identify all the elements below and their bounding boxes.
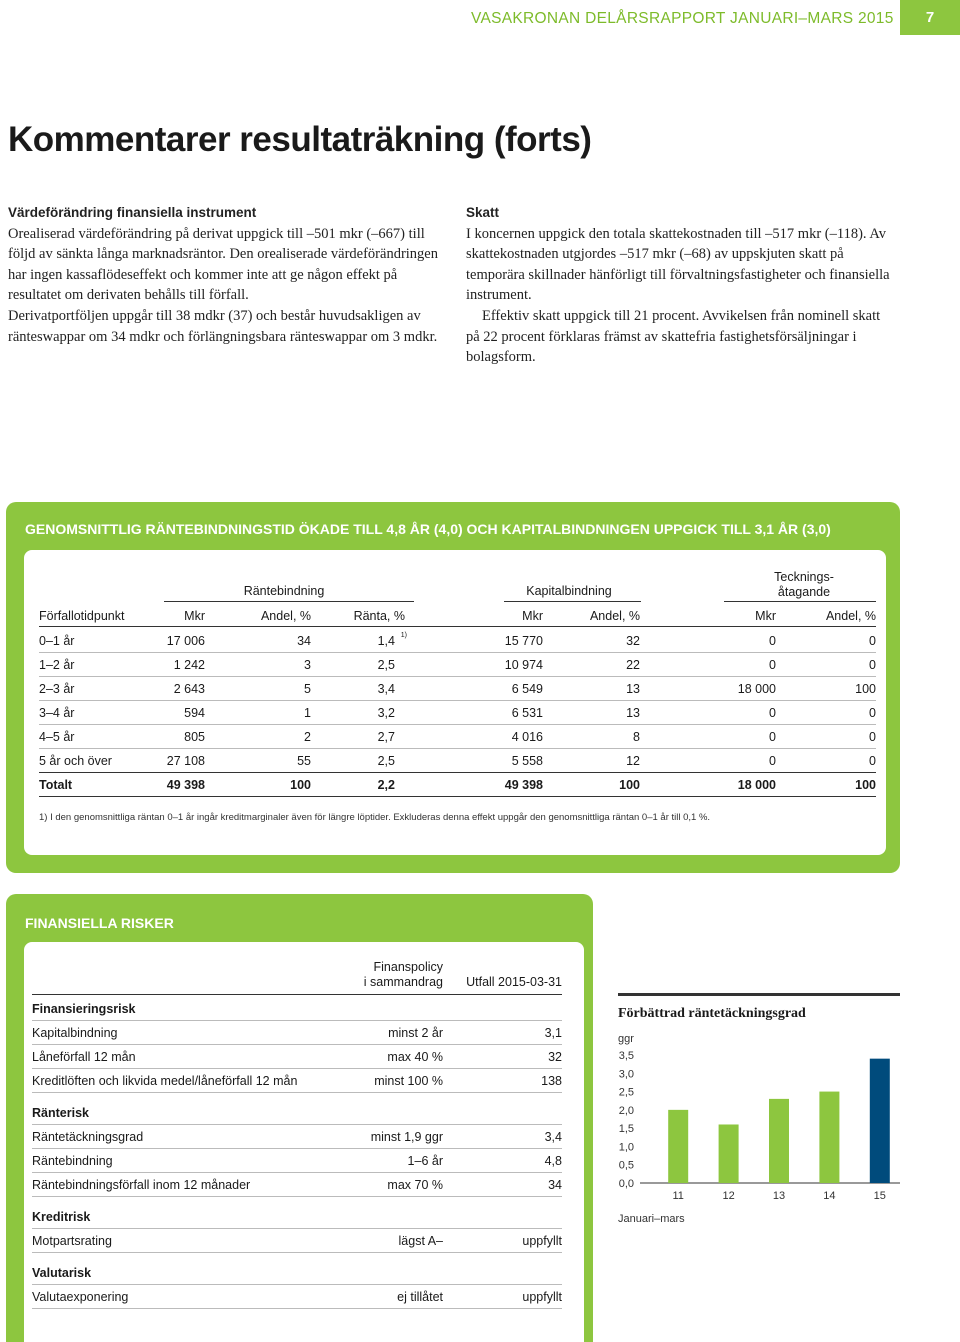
table-cell: 6 531	[511, 706, 543, 720]
table-cell: 0	[769, 634, 776, 648]
table-cell: minst 100 %	[374, 1074, 443, 1088]
group-header: Kapitalbindning	[526, 584, 612, 598]
rule	[39, 652, 876, 653]
rule	[39, 700, 876, 701]
rule	[724, 601, 876, 602]
table-cell: 100	[619, 778, 640, 792]
table-cell: 0	[869, 658, 876, 672]
table-cell: uppfyllt	[522, 1234, 562, 1248]
table-cell: Räntebindningsförfall inom 12 månader	[32, 1178, 251, 1192]
table-panel	[24, 942, 584, 1342]
left-column	[8, 203, 440, 347]
table-cell: Valutaexponering	[32, 1290, 129, 1304]
table-cell: 3,1	[544, 1026, 562, 1040]
table-cell: 4–5 år	[39, 730, 75, 744]
table-panel	[24, 550, 886, 855]
table-cell: minst 2 år	[388, 1026, 443, 1040]
rule	[32, 1044, 562, 1045]
paragraph: I koncernen uppgick den totala skattekostnaden till –517 mkr (–118). Av skattekostnaden utgjordes –517 mkr (–68) av uppskjuten skatt på temporära skillnader hänförligt till förvaltningsfastigheter och finansiella instrument.	[466, 225, 890, 304]
table-cell: 13	[626, 706, 640, 720]
table-cell: 2	[304, 730, 311, 744]
table-cell: 22	[626, 658, 640, 672]
table-cell: 2,5	[377, 754, 395, 768]
table-cell: 27 108	[166, 754, 205, 768]
rule	[32, 1092, 562, 1093]
rule	[164, 601, 414, 602]
coverage-chart	[618, 993, 900, 1233]
table-cell: 0	[869, 634, 876, 648]
rule	[504, 601, 641, 602]
table-cell: Räntebindning	[32, 1154, 113, 1168]
paragraph: Effektiv skatt uppgick till 21 procent. Avvikelsen från nominell skatt på 22 procent förklaras främst av skattefria fastighetsförsäljningar i bolagsform.	[466, 307, 881, 366]
chart-title: Förbättrad räntetäckningsgrad	[618, 1006, 806, 1021]
table-cell: 3,4	[544, 1130, 562, 1144]
table-cell: 8	[633, 730, 640, 744]
table-cell: 32	[626, 634, 640, 648]
rule	[32, 1284, 562, 1285]
table-cell: 15 770	[504, 634, 543, 648]
table-cell: 1 242	[173, 658, 205, 672]
table-cell: Låneförfall 12 mån	[32, 1050, 136, 1064]
x-tick-label: 15	[873, 1190, 886, 1202]
table-cell: 49 398	[166, 778, 205, 792]
table-cell: 0–1 år	[39, 634, 75, 648]
column-header: Andel, %	[260, 609, 311, 623]
page-title: Kommentarer resultaträkning (forts)	[8, 120, 592, 159]
table-cell: 5 558	[511, 754, 543, 768]
rule	[32, 1308, 562, 1309]
y-axis-label: ggr	[618, 1033, 634, 1045]
x-tick-label: 12	[722, 1190, 735, 1202]
table-cell: 49 398	[504, 778, 543, 792]
footnote: 1) I den genomsnittliga räntan 0–1 år ingår kreditmarginaler även för längre löptider. Exkluderas denna effekt uppgår den genomsnittliga räntan 0–1 år till 0,1 %.	[39, 812, 711, 823]
table-cell: 0	[769, 754, 776, 768]
group-header: åtagande	[777, 585, 831, 599]
table-cell: 2 643	[173, 682, 205, 696]
rule	[39, 626, 876, 627]
section-label: Kreditrisk	[32, 1210, 91, 1224]
rule	[32, 1196, 562, 1197]
table-cell: 5 år och över	[39, 754, 112, 768]
table-cell: 805	[184, 730, 205, 744]
table-cell: Totalt	[39, 778, 73, 792]
table-cell: minst 1,9 ggr	[370, 1130, 443, 1144]
column-header: Mkr	[184, 609, 205, 623]
section-label: Valutarisk	[32, 1266, 92, 1280]
table-cell: 18 000	[737, 682, 776, 696]
table-cell: 4,8	[544, 1154, 562, 1168]
table-cell: max 70 %	[387, 1178, 443, 1192]
table-cell: 55	[297, 754, 311, 768]
table-cell: 2,7	[377, 730, 395, 744]
y-tick-label: 3,5	[618, 1050, 634, 1062]
table-cell: max 40 %	[387, 1050, 443, 1064]
y-tick-label: 0,5	[618, 1159, 634, 1172]
table-cell: 18 000	[737, 778, 776, 792]
table-cell: Motpartsrating	[32, 1234, 112, 1248]
table-cell: 0	[869, 706, 876, 720]
column-header: Andel, %	[589, 609, 640, 623]
table-cell: 0	[769, 706, 776, 720]
x-tick-label: 14	[823, 1190, 836, 1202]
table-cell: 5	[304, 682, 311, 696]
report-header: VASAKRONAN DELÅRSRAPPORT JANUARI–MARS 2015	[471, 10, 894, 27]
table-cell: 1–2 år	[39, 658, 75, 672]
group-header: Räntebindning	[243, 584, 325, 598]
rule	[32, 1124, 562, 1125]
bar	[870, 1059, 890, 1183]
table-cell: 100	[290, 778, 311, 792]
y-tick-label: 2,0	[618, 1104, 634, 1117]
rule	[39, 724, 876, 725]
y-tick-label: 1,0	[618, 1141, 634, 1154]
paragraph: Orealiserad värdeförändring på derivat uppgick till –501 mkr (–667) till följd av sänkta långa marknadsräntor. Den orealiserade värdeförändringen har ingen kassaflödeseffekt och kommer inte att ge någon effekt på resultatet om derivaten behålls till förfall.	[8, 225, 438, 304]
rule	[39, 772, 876, 773]
table-cell: 0	[769, 730, 776, 744]
table-cell: 0	[869, 730, 876, 744]
table-cell: 0	[869, 754, 876, 768]
table-cell: 34	[548, 1178, 562, 1192]
column-header: Finanspolicy	[373, 960, 443, 974]
section-heading: Skatt	[466, 205, 500, 220]
column-header: Utfall 2015-03-31	[466, 975, 562, 989]
paragraph: Derivatportföljen uppgår till 38 mdkr (37) och består huvudsakligen av ränteswappar om 34 mdkr och förlängningsbara ränteswappar om 3 mdkr.	[8, 307, 438, 345]
table-cell: 138	[541, 1074, 562, 1088]
x-tick-label: 13	[772, 1190, 786, 1202]
table-cell: uppfyllt	[522, 1290, 562, 1304]
interest-fixation-box	[6, 502, 900, 873]
column-header: Mkr	[522, 609, 543, 623]
table-cell: Kreditlöften och likvida medel/låneförfall 12 mån	[32, 1074, 298, 1088]
table-cell: 6 549	[511, 682, 543, 696]
rule	[32, 1068, 562, 1069]
column-header: Ränta, %	[353, 609, 405, 623]
table-cell: 1	[304, 706, 311, 720]
section-label: Finansieringsrisk	[32, 1002, 136, 1016]
rule	[32, 1148, 562, 1149]
table-cell: 594	[184, 706, 205, 720]
interest-fixation-table	[24, 550, 886, 855]
rule	[32, 1228, 562, 1229]
rule	[32, 1252, 562, 1253]
table-cell: 3	[304, 658, 311, 672]
chart-top-rule	[618, 993, 900, 996]
table-cell: Räntetäckningsgrad	[32, 1130, 144, 1144]
bar	[668, 1110, 688, 1183]
column-header: i sammandrag	[363, 975, 443, 989]
table-cell: 17 006	[166, 634, 205, 648]
table-title: FINANSIELLA RISKER	[25, 915, 174, 931]
bar	[769, 1099, 789, 1183]
table-cell: 0	[769, 658, 776, 672]
right-column	[466, 203, 896, 368]
table-cell: 2,2	[377, 778, 395, 792]
table-cell: 3,2	[377, 706, 395, 720]
y-tick-label: 0,0	[618, 1178, 634, 1190]
rule	[32, 1020, 562, 1021]
section-heading: Värdeförändring finansiella instrument	[8, 205, 257, 220]
table-cell: 13	[626, 682, 640, 696]
table-title: GENOMSNITTLIG RÄNTEBINDNINGSTID ÖKADE TILL 4,8 ÅR (4,0) OCH KAPITALBINDNINGEN UPPGICK TILL 3,1 ÅR (3,0)	[25, 521, 831, 537]
table-cell: ej tillåtet	[397, 1290, 443, 1304]
bar	[819, 1092, 839, 1183]
table-cell: 100	[855, 682, 876, 696]
table-cell: 34	[297, 634, 311, 648]
rule	[32, 1172, 562, 1173]
table-cell: 100	[855, 778, 876, 792]
rule	[39, 676, 876, 677]
table-cell: lägst A–	[398, 1234, 443, 1248]
column-header: Andel, %	[825, 609, 876, 623]
table-cell: 2,5	[377, 658, 395, 672]
table-cell: Kapitalbindning	[32, 1026, 118, 1040]
table-cell: 1,4 1)	[377, 632, 407, 648]
table-cell: 3–4 år	[39, 706, 75, 720]
y-tick-label: 3,0	[618, 1068, 634, 1081]
table-cell: 10 974	[504, 658, 543, 672]
table-cell: 1–6 år	[407, 1154, 443, 1168]
group-header: Tecknings-	[774, 570, 834, 584]
chart-svg	[618, 993, 900, 1233]
bar	[719, 1124, 739, 1183]
page-number: 7	[900, 0, 960, 35]
y-tick-label: 2,5	[618, 1086, 634, 1099]
table-cell: 3,4	[377, 682, 395, 696]
x-axis-label: Januari–mars	[618, 1213, 685, 1225]
financial-risks-box	[6, 894, 593, 1342]
rule	[32, 994, 562, 995]
financial-risks-table	[24, 942, 584, 1342]
x-tick-label: 11	[672, 1190, 684, 1202]
table-cell: 2–3 år	[39, 682, 75, 696]
y-tick-label: 1,5	[618, 1123, 634, 1136]
table-cell: 4 016	[511, 730, 543, 744]
rule	[39, 796, 876, 797]
rule	[39, 748, 876, 749]
footnote-marker: 1)	[400, 632, 407, 639]
column-header: Förfallotidpunkt	[39, 609, 125, 623]
table-cell: 32	[548, 1050, 562, 1064]
column-header: Mkr	[755, 609, 776, 623]
table-cell: 12	[626, 754, 640, 768]
section-label: Ränterisk	[32, 1106, 89, 1120]
